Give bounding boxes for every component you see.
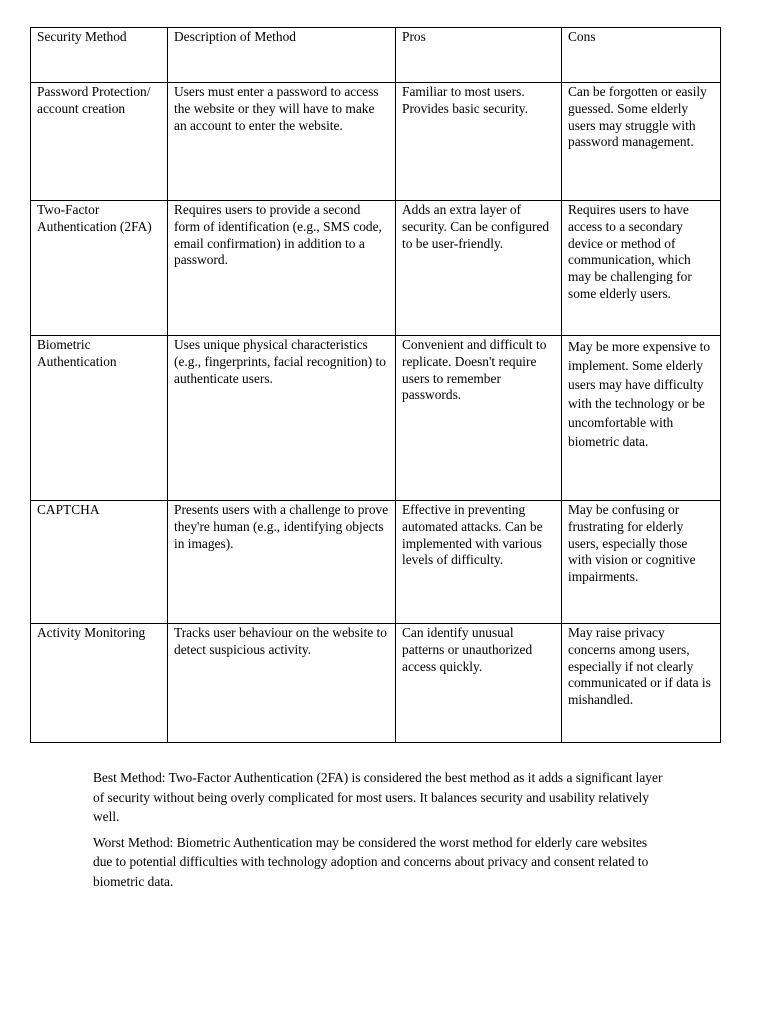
cons-cell: Requires users to have access to a secondary device or method of communication, which may be challenging for some elderly users. bbox=[562, 201, 721, 336]
table-row bbox=[31, 624, 721, 743]
description-cell: Users must enter a password to access the website or they will have to make an account to enter the website. bbox=[168, 83, 396, 201]
pros-cell: Effective in preventing automated attacks. Can be implemented with various levels of difficulty. bbox=[396, 501, 562, 624]
security-methods-table bbox=[30, 27, 721, 743]
worst-method-paragraph: Worst Method: Biometric Authentication may be considered the worst method for elderly care websites due to potential difficulties with technology adoption and concerns about privacy and consent related to biometric data. bbox=[93, 834, 649, 889]
method-cell: Password Protection/ account creation bbox=[31, 83, 168, 201]
description-cell: Tracks user behaviour on the website to detect suspicious activity. bbox=[168, 624, 396, 743]
table-row bbox=[31, 83, 721, 201]
table-header-row bbox=[31, 28, 721, 83]
table-row bbox=[31, 501, 721, 624]
cons-cell: May raise privacy concerns among users, especially if not clearly communicated or if data is mishandled. bbox=[562, 624, 721, 743]
description-cell: Uses unique physical characteristics (e.g., fingerprints, facial recognition) to authenticate users. bbox=[168, 336, 396, 501]
header-cell: Description of Method bbox=[168, 28, 396, 83]
header-cell: Pros bbox=[396, 28, 562, 83]
pros-cell: Familiar to most users. Provides basic security. bbox=[396, 83, 562, 201]
table-row bbox=[31, 336, 721, 501]
method-cell: CAPTCHA bbox=[31, 501, 168, 624]
best-method-paragraph: Best Method: Two-Factor Authentication (2FA) is considered the best method as it adds a significant layer of security without being overly complicated for most users. It balances security and usability relatively well. bbox=[93, 770, 663, 825]
table-row bbox=[31, 201, 721, 336]
method-cell: Two-Factor Authentication (2FA) bbox=[31, 201, 168, 336]
pros-cell: Adds an extra layer of security. Can be configured to be user-friendly. bbox=[396, 201, 562, 336]
cons-cell: May be confusing or frustrating for elderly users, especially those with vision or cognitive impairments. bbox=[562, 501, 721, 624]
pros-cell: Convenient and difficult to replicate. Doesn't require users to remember passwords. bbox=[396, 336, 562, 501]
method-cell: Biometric Authentication bbox=[31, 336, 168, 501]
method-cell: Activity Monitoring bbox=[31, 624, 168, 743]
cons-cell: Can be forgotten or easily guessed. Some elderly users may struggle with password management. bbox=[562, 83, 721, 201]
cons-cell: May be more expensive to implement. Some elderly users may have difficulty with the technology or be uncomfortable with biometric data. bbox=[562, 336, 721, 501]
header-cell: Security Method bbox=[31, 28, 168, 83]
header-cell: Cons bbox=[562, 28, 721, 83]
description-cell: Requires users to provide a second form of identification (e.g., SMS code, email confirmation) in addition to a password. bbox=[168, 201, 396, 336]
description-cell: Presents users with a challenge to prove they're human (e.g., identifying objects in images). bbox=[168, 501, 396, 624]
pros-cell: Can identify unusual patterns or unauthorized access quickly. bbox=[396, 624, 562, 743]
conclusion-notes bbox=[93, 768, 663, 898]
